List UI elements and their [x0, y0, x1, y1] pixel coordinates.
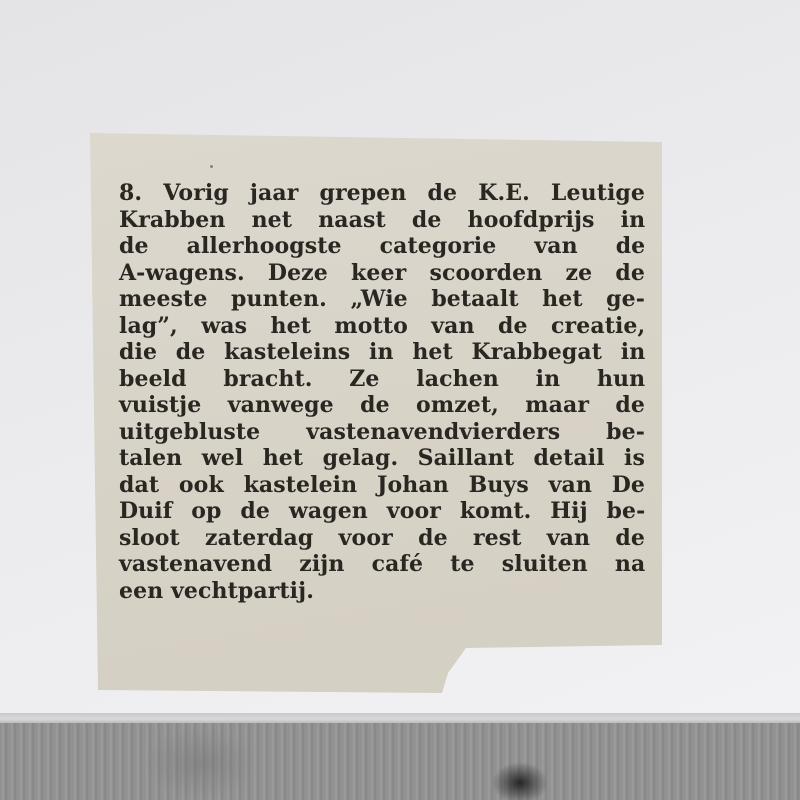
article-line: een vechtpartij.: [119, 577, 314, 604]
article-line: meeste punten. „Wie betaalt het ge-: [119, 286, 645, 312]
article-line: 8. Vorig jaar grepen de K.E. Leutige: [119, 180, 645, 206]
album-page-edge: [0, 713, 800, 723]
article-line: die de kasteleins in het Krabbegat in: [119, 339, 646, 365]
article-line: Duif op de wagen voor komt. Hij be-: [119, 498, 646, 524]
article-line: lag”, was het motto van de creatie,: [119, 312, 646, 339]
article-line: sloot zaterdag voor de rest van de: [119, 524, 645, 551]
article-line: uitgebluste vastenavendvierders be-: [119, 418, 645, 445]
article-line: vastenavend zijn café te sluiten na: [119, 551, 646, 577]
article-line: beeld bracht. Ze lachen in hun: [119, 365, 646, 392]
paper-speck: [210, 165, 213, 168]
article-line: talen wel het gelag. Saillant detail is: [119, 445, 645, 471]
article-line: dat ook kastelein Johan Buys van De: [119, 471, 645, 498]
article-line: vuistje vanwege de omzet, maar de: [119, 392, 645, 418]
clipping-article-text: [119, 180, 645, 604]
article-line: de allerhoogste categorie van de: [119, 233, 646, 259]
photo-below-page: [0, 723, 800, 800]
article-line: Krabben net naast de hoofdprijs in: [119, 206, 646, 233]
article-line: A-wagens. Deze keer scoorden ze de: [119, 259, 645, 286]
